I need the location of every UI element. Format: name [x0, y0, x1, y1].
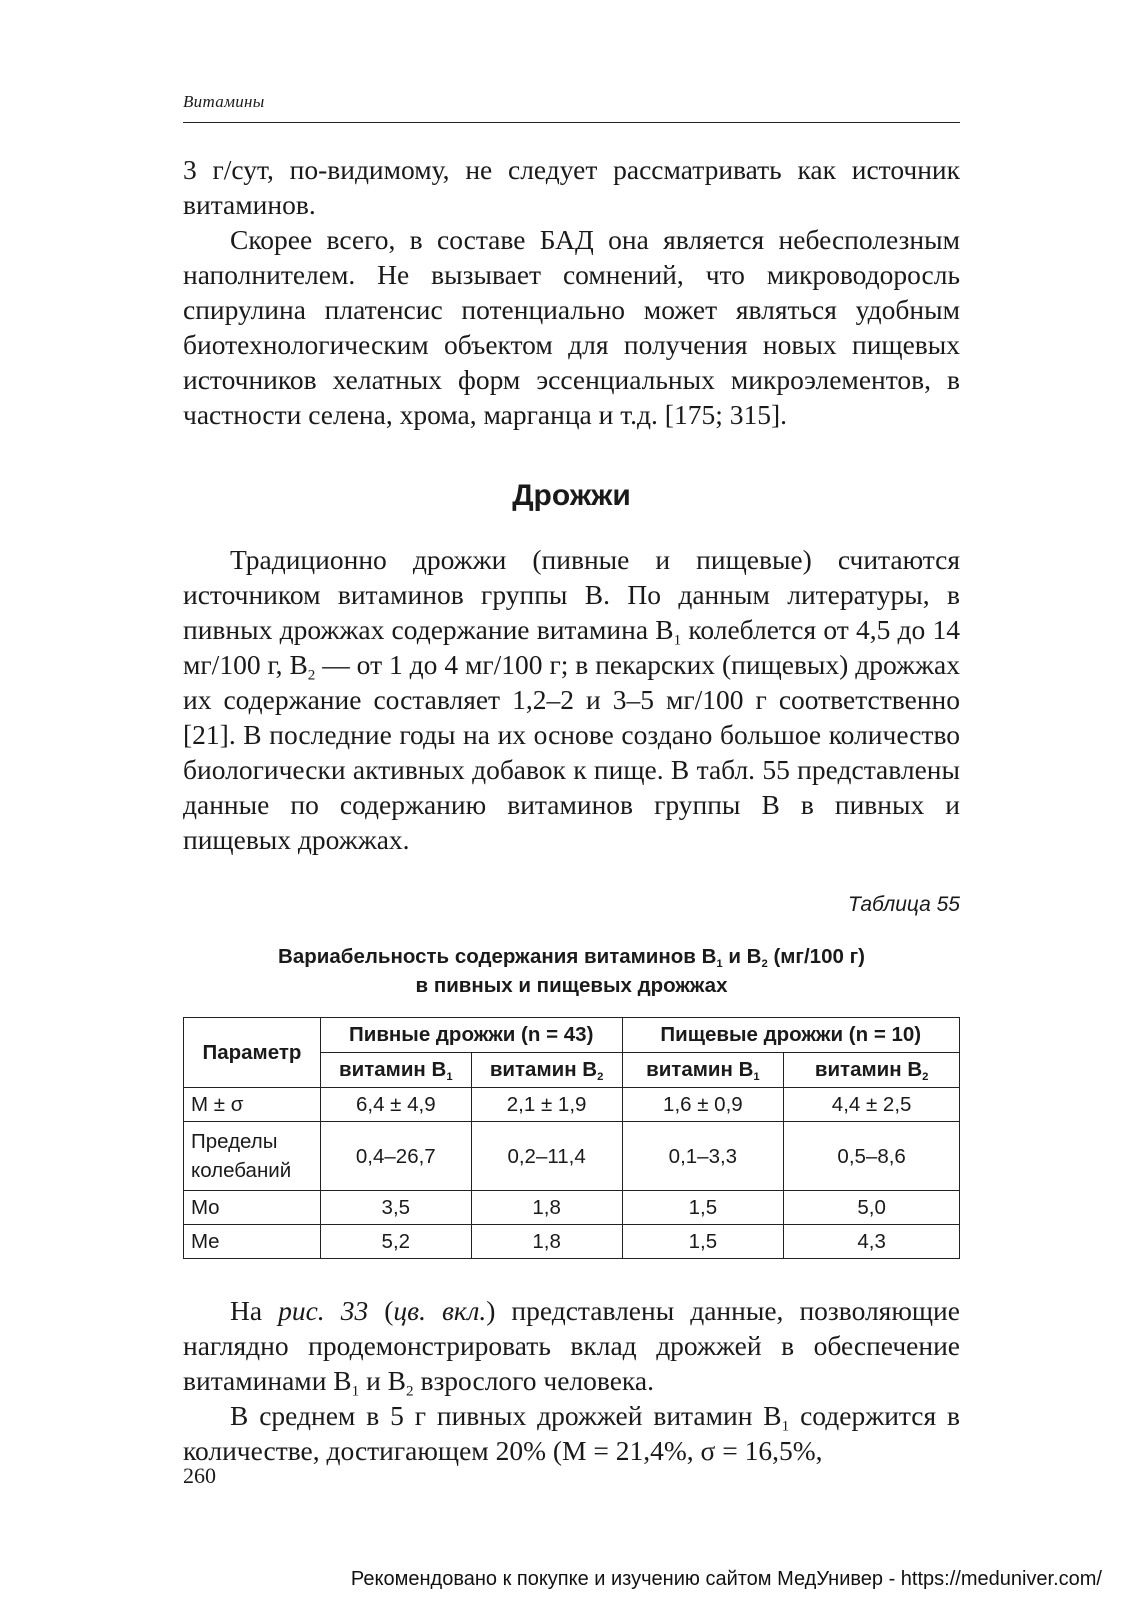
text-block-top	[183, 152, 960, 432]
table-cell: 5,2	[320, 1225, 471, 1259]
table-cell: 0,5–8,6	[784, 1122, 960, 1191]
table-cell: 4,4 ± 2,5	[784, 1088, 960, 1122]
table-caption-line1: Вариабельность содержания витаминов $B_1$ и $B_2$ (мг/100 г)	[278, 945, 865, 970]
table-cell: 1,5	[622, 1191, 784, 1225]
param-header: Параметр	[184, 1018, 321, 1088]
row-label: M ± σ	[184, 1088, 321, 1122]
table-cell: 0,1–3,3	[622, 1122, 784, 1191]
table-cell: 1,8	[471, 1225, 622, 1259]
group-header-brewer: Пивные дрожжи (n = 43)	[320, 1018, 622, 1053]
table-cell: 4,3	[784, 1225, 960, 1259]
table-row	[184, 1191, 960, 1225]
paragraph-figure-ref: На рис. 33 (цв. вкл.) представлены данные, позволяющие наглядно продемонстрировать вклад дрожжей в обеспечение витаминами $B_1$ и $B_2$ взрослого человека.	[183, 1295, 960, 1400]
table-cell: 6,4 ± 4,9	[320, 1088, 471, 1122]
col-brewer-b1: витамин $B_1$	[320, 1053, 471, 1088]
table-caption	[183, 942, 960, 1000]
table-row	[184, 1122, 960, 1191]
row-label: Пределы колебаний	[184, 1122, 321, 1191]
paragraph-yeast: Традиционно дрожжи (пивные и пищевые) считаются источником витаминов группы B. По данным литературы, в пивных дрожжах содержание витамина $B_1$ колеблется от 4,5 до 14 мг/100 г, $B_2$ — от 1 до 4 мг/100 г; в пекарских (пищевых) дрожжах их содержание составляет 1,2–2 и 3–5 мг/100 г соответственно [21]. В последние годы на их основе создано большое количество биологически активных добавок к пище. В табл. 55 представлены данные по содержанию витаминов группы B в пивных и пищевых дрожжах.	[183, 544, 961, 855]
table-row	[184, 1088, 960, 1122]
paragraph-continuation: 3 г/сут, по-видимому, не следует рассматривать как источник витаминов.	[183, 154, 960, 220]
col-brewer-b2: витамин $B_2$	[471, 1053, 622, 1088]
table-label: Таблица 55	[847, 893, 960, 916]
table-row	[184, 1225, 960, 1259]
row-label: Mo	[184, 1191, 321, 1225]
section-title: Дрожжи	[512, 479, 631, 512]
table-cell: 3,5	[320, 1191, 471, 1225]
table-cell: 1,5	[622, 1225, 784, 1259]
running-title: Витамины	[183, 92, 265, 111]
table-header-row	[184, 1018, 960, 1053]
table-cell: 5,0	[784, 1191, 960, 1225]
row-label: Me	[184, 1225, 321, 1259]
table-caption-line2: в пивных и пищевых дрожжах	[415, 974, 728, 997]
table-cell: 1,6 ± 0,9	[622, 1088, 784, 1122]
paragraph-average: В среднем в 5 г пивных дрожжей витамин $B_1$ содержится в количестве, достигающем 20% (M = 21,4%, σ = 16,5%,	[183, 1400, 960, 1466]
vitamin-table	[183, 1017, 960, 1259]
table-cell: 0,2–11,4	[471, 1122, 622, 1191]
table-cell: 0,4–26,7	[320, 1122, 471, 1191]
text-block-yeast	[183, 542, 960, 857]
col-food-b1: витамин $B_1$	[622, 1053, 784, 1088]
page-number: 260	[183, 1463, 216, 1488]
group-header-food: Пищевые дрожжи (n = 10)	[622, 1018, 960, 1053]
table-cell: 2,1 ± 1,9	[471, 1088, 622, 1122]
col-food-b2: витамин $B_2$	[784, 1053, 960, 1088]
header-rule	[183, 122, 960, 123]
paragraph-filler: Скорее всего, в составе БАД она является небесполезным наполнителем. Не вызывает сомнений, что микроводоросль спирулина платенсис потенциально может являться удобным биотехнологическим объектом для получения новых пищевых источников хелатных форм эссенциальных микроэлементов, в частности селена, хрома, марганца и т.д. [175; 315].	[183, 224, 960, 430]
text-block-bottom	[183, 1293, 960, 1468]
footer-recommendation: Рекомендовано к покупке и изучению сайтом МедУнивер - https://meduniver.com/	[350, 1568, 1102, 1590]
table-cell: 1,8	[471, 1191, 622, 1225]
